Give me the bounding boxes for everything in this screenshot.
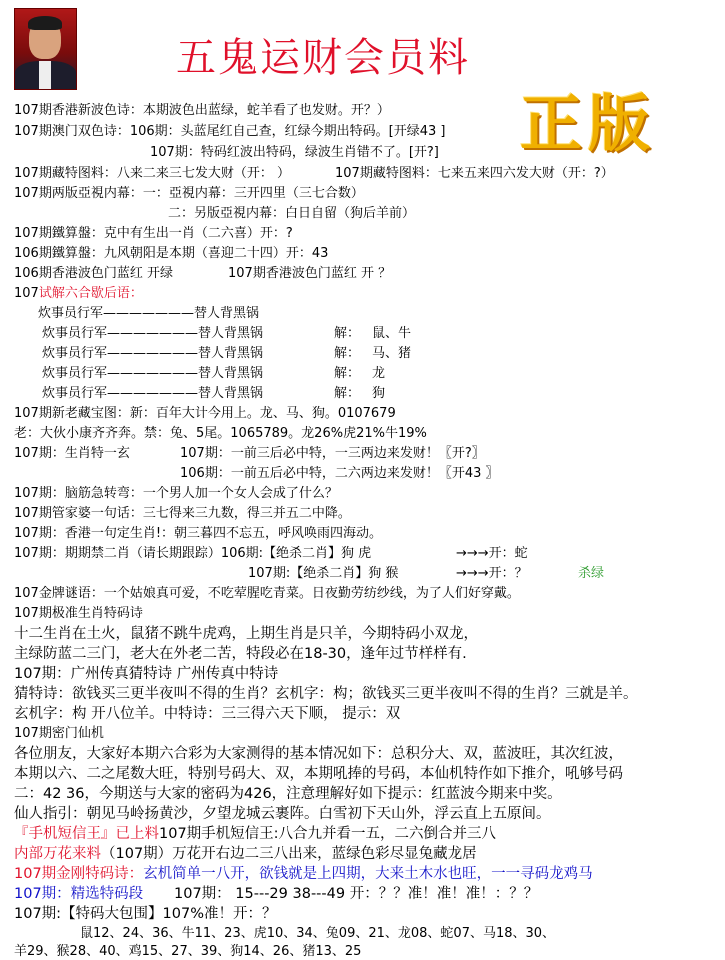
line-hk-wave-gate-106: 106期香港波色门蓝红 开绿 [14, 266, 173, 281]
portrait-photo [14, 8, 77, 90]
line-wanhua: 内部万花来料（107期）万花开右边二三八出来，蓝绿色彩尽显兔藏龙居 [14, 846, 477, 862]
line-selected-range: 107期：精选特码段 107期： 15---29 38---49 开：？？准！准！准！：？？ [14, 886, 539, 902]
line-zodiac-poem-2: 主绿防蓝二三门，老大在外老二苦，特段必在18-30，逢年过节样样有. [14, 646, 467, 662]
line-sms-king: 『手机短信王』已上料107期手机短信王:八合九并看一五，二六倒合并三八 [14, 826, 497, 842]
line-macau-color-poem-2: 107期：特码红波出特码，绿波生肖错不了。[开?] [150, 145, 439, 160]
line-secret-gate-heading: 107期密门仙机 [14, 726, 104, 741]
line-atv-inside-1: 107期两版亞視内幕：一：亞視内幕：三开四里（三七合数） [14, 186, 364, 201]
line-hk-wave-poem: 107期香港新波色诗：本期波色出蓝绿，蛇羊看了也发财。开？） [14, 103, 390, 118]
line-secret-gate-3: 二：42 36，今期送与大家的密码为426，注意理解好如下提示：红蓝波今期来中奖。 [14, 786, 562, 802]
line-big-surround: 107期:【特码大包围】107%准！开：？ [14, 906, 277, 922]
line-hidden-chart-a: 107期藏特图料：八来二来三七发大财（开： ） [14, 166, 290, 181]
riddle-row: 炊事员行军———————替人背黑锅 解： 鼠、牛 [42, 326, 412, 341]
line-guangzhou-fax: 107期：广州传真猜特诗 广州传真中特诗 [14, 666, 279, 682]
line-zodiac-poem-1: 十二生肖在土火，鼠猪不跳牛虎鸡，上期生肖是只羊，今期特码小双龙， [14, 626, 478, 642]
line-front-back-107: 107期：一前三后必中特，一三两边来发财！〖开?〗 [180, 446, 485, 461]
line-brain-teaser: 107期：脑筋急转弯：一个男人加一个女人会成了什么？ [14, 486, 338, 501]
line-front-back-106: 106期：一前五后必中特，二六两边来发财！〖开43 〗 [180, 466, 499, 481]
line-housekeeper: 107期管家婆一句话：三七得来三九数，得三并五二中降。 [14, 506, 351, 521]
riddle-row: 炊事员行军———————替人背黑锅 解： 龙 [42, 366, 386, 381]
line-diamond-poem: 107期金刚特码诗：玄机简单一八开，欲钱就是上四期，大来土木水也旺，一一寻码龙鸡马 [14, 866, 593, 882]
line-zodiac-numbers-1: 鼠12、24、36、牛11、23、虎10、34、兔09、21、龙08、蛇07、马18、30、 [80, 926, 556, 941]
line-mystery-word: 玄机字：构 开八位羊。中特诗：三三得六天下顺， 提示：双 [14, 706, 401, 722]
line-hidden-chart-b: 107期藏特图料：七来五来四六发大财（开：?） [335, 166, 614, 181]
line-zodiac-special: 107期：生肖特一玄 [14, 446, 130, 461]
riddle-row: 炊事员行军———————替人背黑锅 解： 狗 [42, 386, 386, 401]
line-secret-gate-1: 各位朋友，大家好本期六合彩为大家测得的基本情况如下：总积分大、双，蓝波旺，其次红波， [14, 746, 623, 762]
line-immortal-guide: 仙人指引：朝见马岭扬黄沙，夕望龙城云裹阵。白雪初下天山外，浮云直上五原间。 [14, 806, 551, 822]
line-macau-color-poem: 107期澳门双色诗：106期：头蓝尾红自己查，红绿今期出特码。[开绿43 ] [14, 124, 446, 139]
line-abacus-106: 106期鐵算盤：九风朝阳是本期（喜迎二十四）开：43 [14, 246, 329, 261]
page-title: 五鬼运财会员料 [176, 35, 470, 81]
line-secret-gate-2: 本期以六、二之尾数大旺，特别号码大、双，本期吼捧的号码，本仙机特作如下推介，吼够号码 [14, 766, 623, 782]
authentic-stamp: 正版 [520, 87, 657, 160]
line-ban-two-106: 107期：期期禁二肖（请长期跟踪）106期:【绝杀二肖】狗 虎 →→→开：蛇 [14, 546, 528, 561]
line-atv-inside-2: 二：另版亞視内幕：白日自留（狗后羊前） [168, 206, 416, 221]
line-treasure-map-new: 107期新老藏宝图：新：百年大计今用上。龙、马、狗。0107679 [14, 406, 396, 421]
line-zodiac-numbers-2: 羊29、猴28、40、鸡15、27、39、狗14、26、猪13、25 [14, 944, 362, 959]
line-zodiac-poem-heading: 107期极准生肖特码诗 [14, 606, 143, 621]
line-riddle-question: 炊事员行军———————替人背黑锅 [38, 306, 260, 321]
line-abacus-107: 107期鐵算盤：克中有生出一肖（二六喜）开：? [14, 226, 293, 241]
line-ban-two-107: 107期:【绝杀二肖】狗 猴 →→→开：？ 杀绿 [248, 566, 605, 581]
line-riddle-heading: 107试解六合歇后语： [14, 286, 143, 301]
line-hk-wave-gate-107: 107期香港波色门蓝红 开 ？ [228, 266, 392, 281]
line-treasure-map-old: 老：大伙小康齐齐奔。禁：兔、5尾。1065789。龙26%虎21%牛19% [14, 426, 427, 441]
line-hk-one-sentence: 107期：香港一句定生肖!：朝三暮四不忘五，呼风唤雨四海动。 [14, 526, 383, 541]
riddle-row: 炊事员行军———————替人背黑锅 解： 马、猪 [42, 346, 412, 361]
line-guess-poem: 猜特诗：欲钱买三更半夜叫不得的生肖？玄机字：构；欲钱买三更半夜叫不得的生肖？三就是羊。 [14, 686, 638, 702]
line-gold-riddle: 107金牌谜语：一个姑娘真可爱，不吃荤腥吃青菜。日夜勤劳纺纱线，为了人们好穿戴。 [14, 586, 520, 601]
